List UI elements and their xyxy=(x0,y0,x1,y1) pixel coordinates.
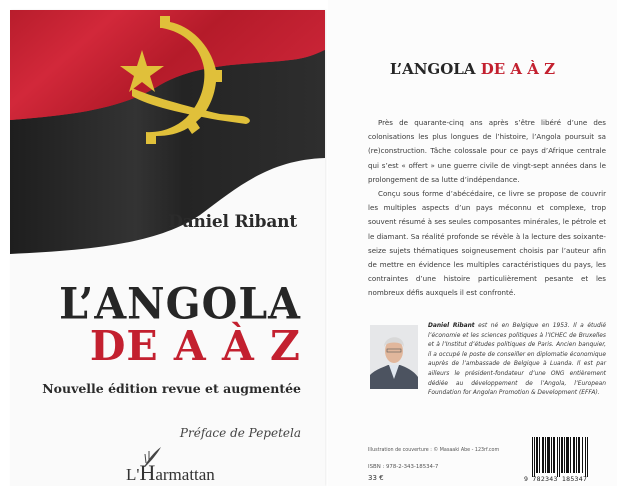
title-line-2: DE A À Z xyxy=(89,322,301,370)
barcode-digits: 9 782343 185347 xyxy=(524,475,588,483)
blurb-paragraph-2: Conçu sous forme d’abécédaire, ce livre se propose de couvrir les multiples aspects d’un pays méconnu et complexe, trop souvent résumé à ses seules composantes minérales, le pétrole et le diamant. Sa réalité profonde se révèle à la lecture des soixante-seize sujets thématiques soigneusement choisis par l’auteur afin de mettre en évidence les multiples caractéristiques du pays, les contraintes d’une histoire particulièrement pesante et les nombreux défis auxquels il est confronté. xyxy=(368,189,606,298)
author-photo xyxy=(370,325,418,389)
back-title-red: DE A À Z xyxy=(480,60,556,78)
price: 33 € xyxy=(368,474,384,482)
preface-credit: Préface de Pepetela xyxy=(179,426,301,440)
bio-body: est né en Belgique en 1953. Il a étudié l’économie et les sciences politiques à l’ICHEC de Bruxelles et à l’Institut d’études politiques de Paris. Ancien banquier, il a occupé le poste de conseiller en diplomatie économique auprès de l’ambassade de Belgique à Luanda. Il est par ailleurs le président-fondateur d’une ONG entièrement dédiée au développement de l’Angola, l’European Foundation for Angolan Promotion & Development (EFFA). xyxy=(428,323,606,397)
back-cover xyxy=(328,0,617,486)
edition-subtitle: Nouvelle édition revue et augmentée xyxy=(42,381,301,396)
back-title-dark: L’ANGOLA xyxy=(389,60,476,78)
barcode xyxy=(530,437,590,477)
back-title xyxy=(328,60,617,78)
publisher-rest: armattan xyxy=(155,465,215,484)
isbn: ISBN : 978-2-343-18534-7 xyxy=(368,464,439,470)
author-bio xyxy=(428,322,606,399)
quill-icon xyxy=(140,446,162,468)
bio-author-name: Daniel Ribant xyxy=(428,323,475,329)
publisher-logo xyxy=(126,460,215,486)
illustration-credit: Illustration de couverture : © Masaaki Abe - 123rf.com xyxy=(368,448,500,453)
publisher-prefix: L' xyxy=(126,465,140,484)
blurb-paragraph-1: Près de quarante-cinq ans après s’être libéré d’une des colonisations les plus longues de l’histoire, l’Angola poursuit sa (re)construction. Tâche colossale pour ce pays d’Afrique centrale qui s’est « offert » une guerre civile de vingt-sept années dans le prolongement de sa lutte d’indépendance. xyxy=(368,118,606,184)
front-cover xyxy=(10,10,325,486)
author-name: Daniel Ribant xyxy=(168,212,297,232)
back-blurb xyxy=(368,116,606,301)
publisher-h: H xyxy=(139,460,156,485)
title-line-1: L’ANGOLA xyxy=(59,278,301,330)
